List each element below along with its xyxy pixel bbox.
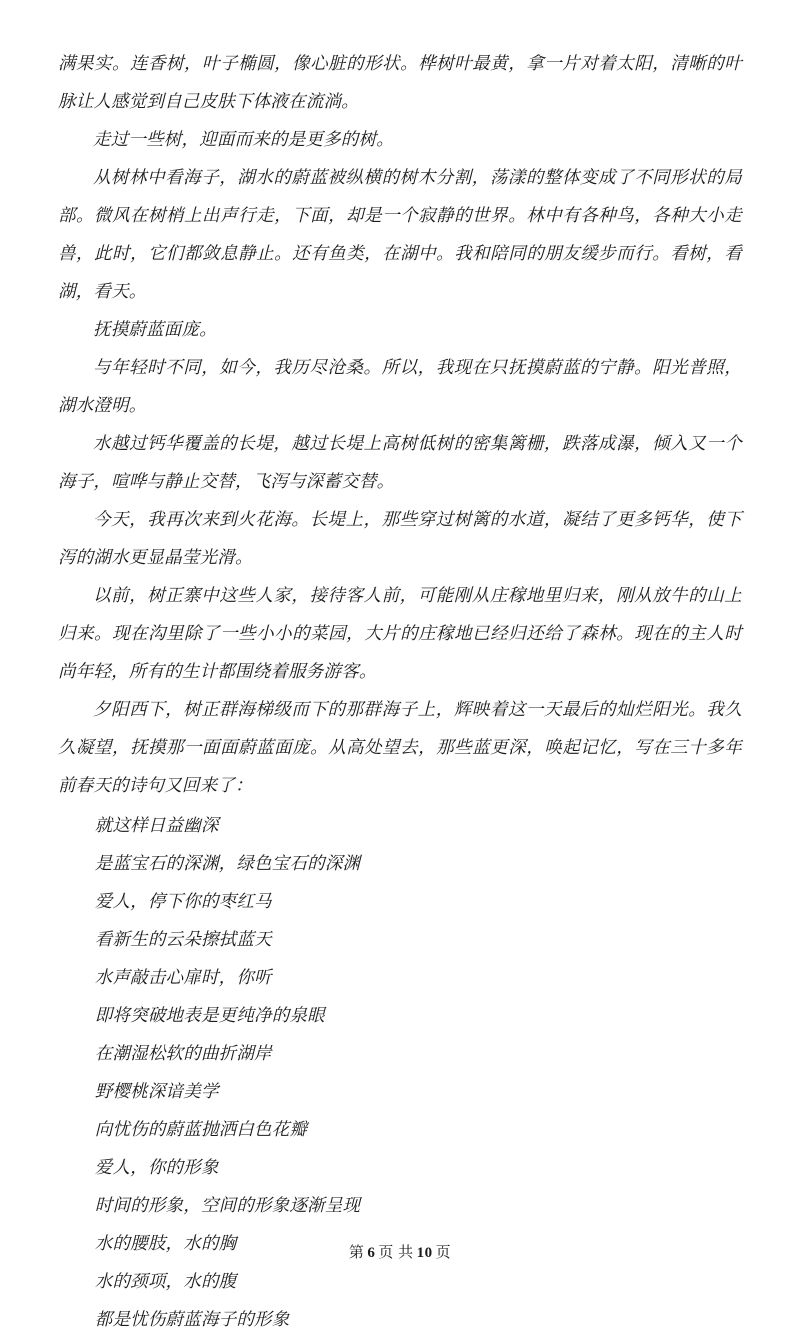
poem-line: 看新生的云朵擦拭蓝天 [94, 929, 272, 949]
page-footer [0, 1241, 800, 1262]
paragraph: 与年轻时不同，如今，我历尽沧桑。所以，我现在只抚摸蔚蓝的宁静。阳光普照，湖水澄明。 [58, 357, 742, 415]
footer-middle: 页 共 [378, 1245, 414, 1261]
poem-line: 水声敲击心扉时，你听 [94, 967, 272, 987]
poem-line: 就这样日益幽深 [94, 815, 219, 835]
poem-line: 在潮湿松软的曲折湖岸 [94, 1043, 272, 1063]
paragraph: 抚摸蔚蓝面庞。 [93, 319, 217, 339]
document-body [58, 44, 742, 804]
footer-prefix: 第 [348, 1245, 365, 1261]
poem-line: 水的腰肢，水的胸 [94, 1233, 237, 1253]
footer-current-page: 6 [367, 1245, 376, 1261]
poem-line: 是蓝宝石的深渊，绿色宝石的深渊 [94, 853, 361, 873]
poem-line: 向忧伤的蔚蓝抛洒白色花瓣 [94, 1119, 308, 1139]
footer-suffix: 页 [435, 1245, 452, 1261]
paragraph: 水越过钙华覆盖的长堤，越过长堤上高树低树的密集篱栅，跌落成瀑，倾入又一个海子，喧哗与静止交替，飞泻与深蓄交替。 [58, 433, 742, 491]
poem-line: 爱人，你的形象 [94, 1157, 219, 1177]
poem-line: 水的颈项，水的腹 [94, 1271, 237, 1291]
footer-total-pages: 10 [416, 1245, 433, 1261]
poem-line: 爱人，停下你的枣红马 [94, 891, 272, 911]
paragraph: 从树林中看海子，湖水的蔚蓝被纵横的树木分割，荡漾的整体变成了不同形状的局部。微风在树梢上出声行走，下面，却是一个寂静的世界。林中有各种鸟，各种大小走兽，此时，它们都敛息静止。还有鱼类，在湖中。我和陪同的朋友缓步而行。看树，看湖，看天。 [58, 167, 742, 301]
paragraph: 夕阳西下，树正群海梯级而下的那群海子上，辉映着这一天最后的灿烂阳光。我久久凝望，抚摸那一面面蔚蓝面庞。从高处望去，那些蓝更深，唤起记忆，写在三十多年前春天的诗句又回来了： [58, 699, 742, 795]
paragraph: 今天，我再次来到火花海。长堤上，那些穿过树篱的水道，凝结了更多钙华，使下泻的湖水更显晶莹光滑。 [58, 509, 742, 567]
poem-line: 即将突破地表是更纯净的泉眼 [94, 1005, 325, 1025]
poem-line: 都是忧伤蔚蓝海子的形象 [94, 1309, 290, 1329]
paragraph: 满果实。连香树，叶子椭圆，像心脏的形状。桦树叶最黄，拿一片对着太阳，清晰的叶脉让人感觉到自己皮肤下体液在流淌。 [58, 53, 742, 111]
poem-line: 野樱桃深谙美学 [94, 1081, 219, 1101]
paragraph: 以前，树正寨中这些人家，接待客人前，可能刚从庄稼地里归来，刚从放牛的山上归来。现在沟里除了一些小小的菜园，大片的庄稼地已经归还给了森林。现在的主人时尚年轻，所有的生计都围绕着服务游客。 [58, 585, 742, 681]
paragraph: 走过一些树，迎面而来的是更多的树。 [93, 129, 394, 149]
poem-line: 时间的形象，空间的形象逐渐呈现 [94, 1195, 361, 1215]
